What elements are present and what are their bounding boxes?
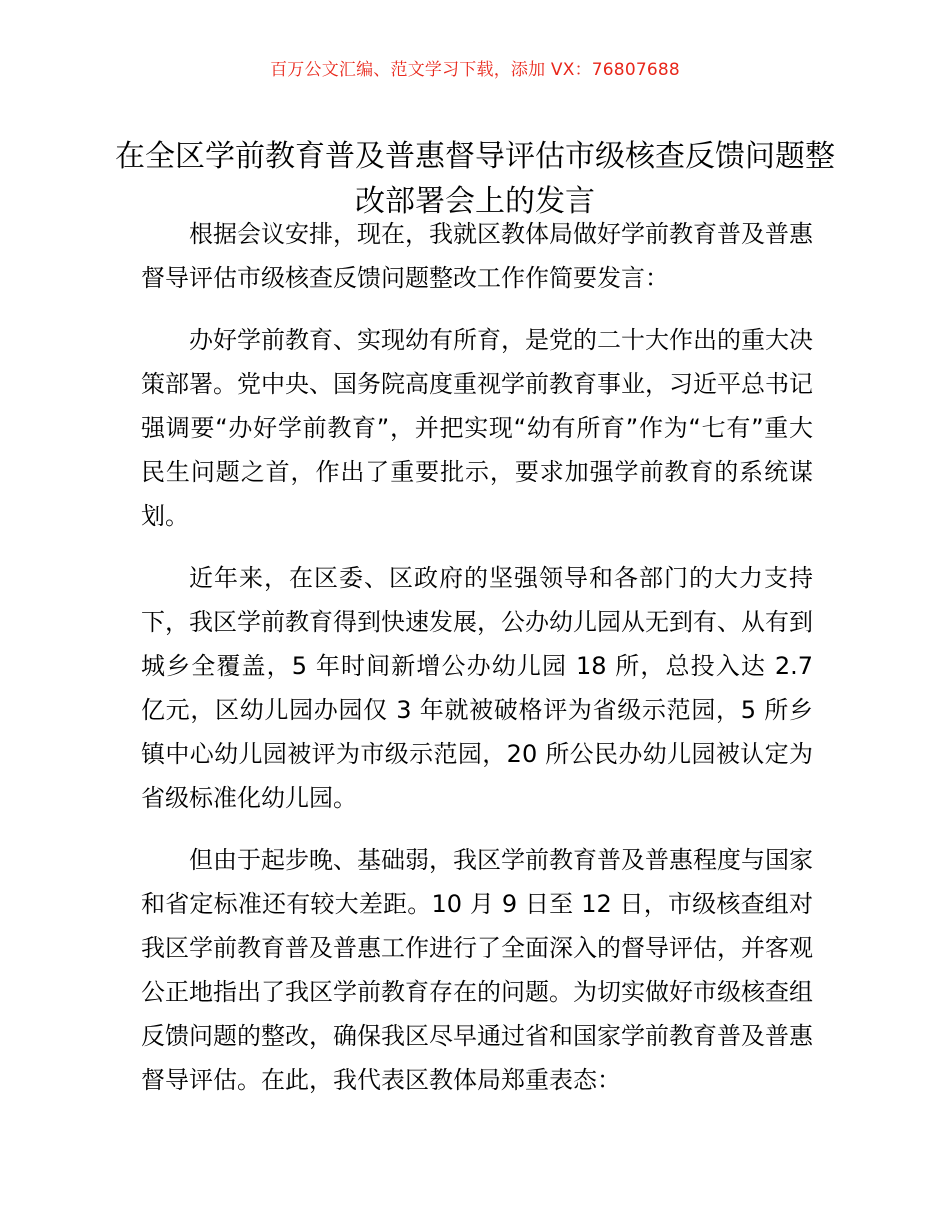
paragraph-4: 但由于起步晚、基础弱，我区学前教育普及普惠程度与国家和省定标准还有较大差距。10 月 9 日至 12 日，市级核查组对我区学前教育普及普惠工作进行了全面深入的督导评估，并客观公正地指出了我区学前教育存在的问题。为切实做好市级核查组反馈问题的整改，确保我区尽早通过省和国家学前教育普及普惠督导评估。在此，我代表区教体局郑重表态： bbox=[141, 846, 813, 1094]
paragraph-2: 办好学前教育、实现幼有所育，是党的二十大作出的重大决策部署。党中央、国务院高度重视学前教育事业，习近平总书记强调要“办好学前教育”，并把实现“幼有所育”作为“七有”重大民生问题之首，作出了重要批示，要求加强学前教育的系统谋划。 bbox=[141, 326, 813, 530]
paragraph-3: 近年来，在区委、区政府的坚强领导和各部门的大力支持下，我区学前教育得到快速发展，公办幼儿园从无到有、从有到城乡全覆盖，5 年时间新增公办幼儿园 18 所，总投入达 2.7 亿元，区幼儿园办园仅 3 年就被破格评为省级示范园，5 所乡镇中心幼儿园被评为市级示范园，20 所公民办幼儿园被认定为省级标准化幼儿园。 bbox=[141, 564, 813, 812]
document-title: 在全区学前教育普及普惠督导评估市级核查反馈问题整改部署会上的发言 bbox=[115, 139, 835, 220]
paragraph-1: 根据会议安排，现在，我就区教体局做好学前教育普及普惠督导评估市级核查反馈问题整改工作作简要发言： bbox=[141, 220, 813, 292]
watermark-header: 百万公文汇编、范文学习下载，添加 VX：76807688 bbox=[270, 60, 680, 80]
document-body bbox=[141, 212, 813, 1120]
